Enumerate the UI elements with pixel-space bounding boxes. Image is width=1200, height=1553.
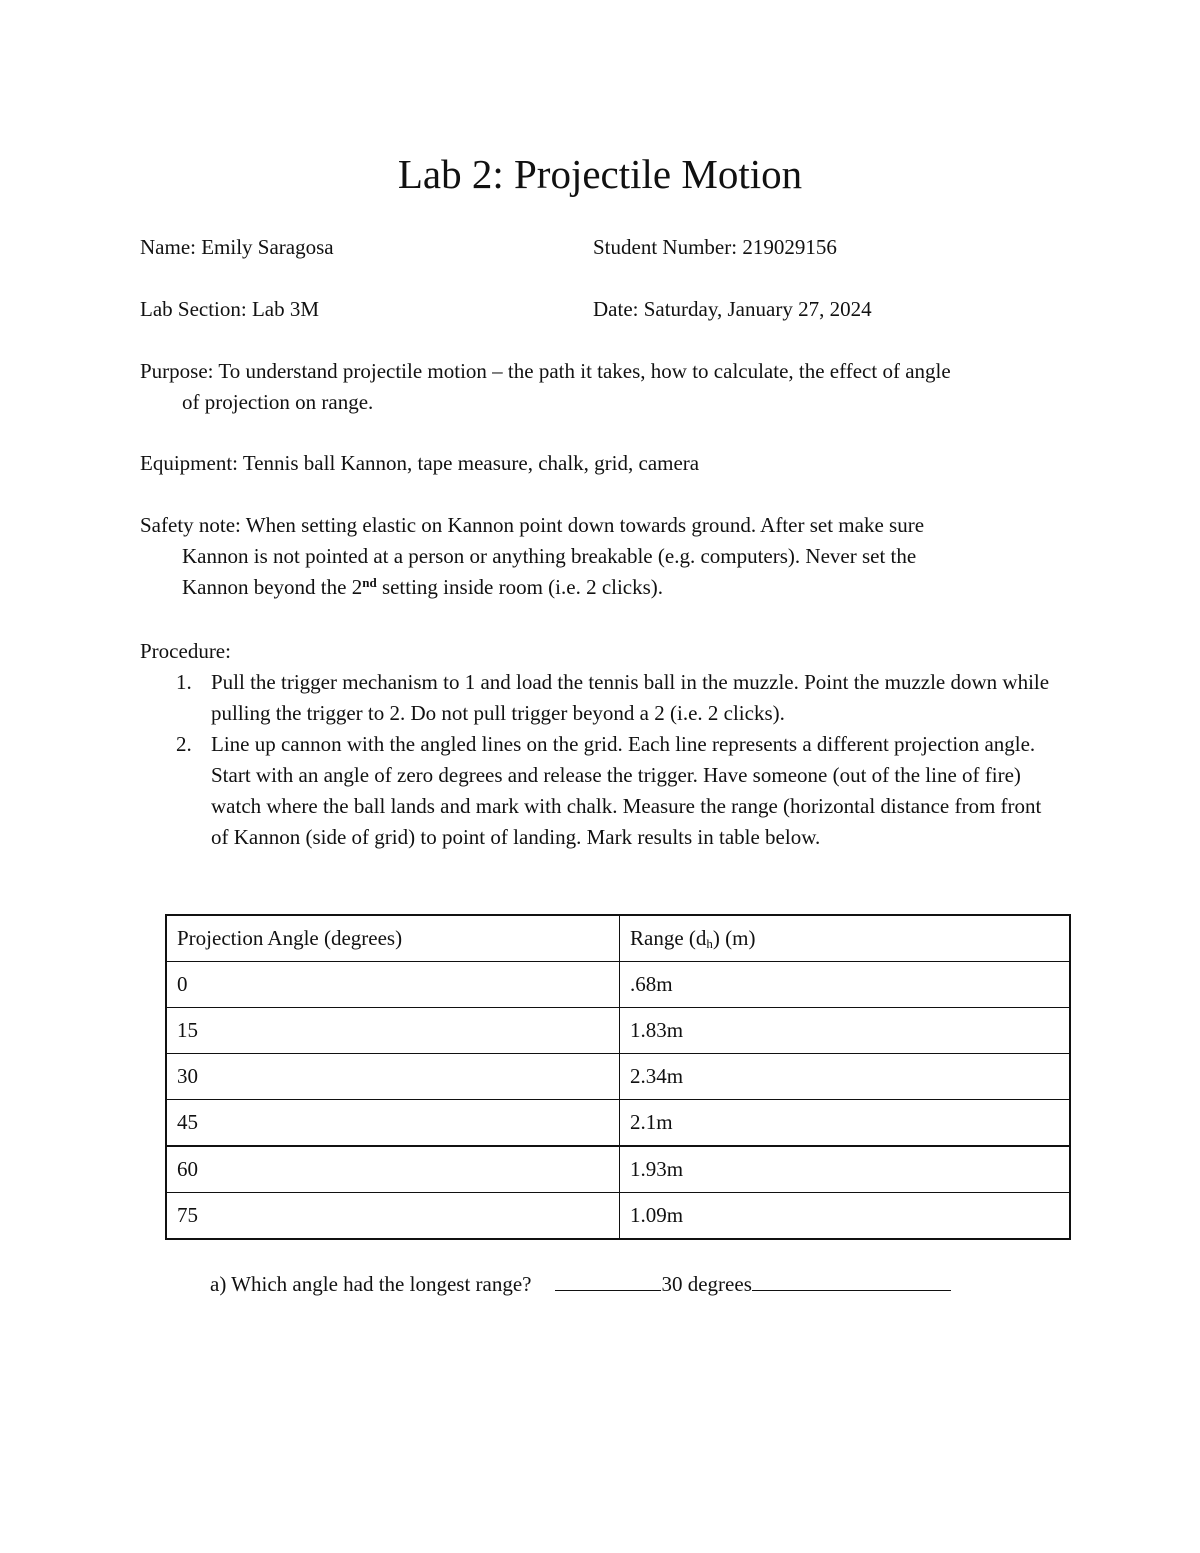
student-number: Student Number: 219029156 <box>593 235 837 259</box>
table-row <box>166 1008 1070 1054</box>
safety-line-3-pre: Kannon beyond the 2 <box>182 575 363 599</box>
page-title: Lab 2: Projectile Motion <box>397 151 803 197</box>
step-number: 2. <box>176 732 192 756</box>
range-header-pre: Range (d <box>630 926 707 950</box>
cell-angle: 60 <box>166 1146 620 1193</box>
safety-line-1: Safety note: When setting elastic on Kannon point down towards ground. After set make sure <box>140 513 925 537</box>
ordinal-suffix: nd <box>362 575 377 590</box>
lab-date: Date: Saturday, January 27, 2024 <box>593 297 872 321</box>
column-header-range <box>620 915 1071 962</box>
cell-range: 2.1m <box>620 1100 1071 1147</box>
student-name: Name: Emily Saragosa <box>140 235 334 259</box>
table-row <box>166 1146 1070 1193</box>
range-header-post: ) (m) <box>712 926 756 950</box>
answer-blank-trailing <box>752 1268 951 1291</box>
range-header-subscript: h <box>706 936 713 951</box>
table-row <box>166 962 1070 1008</box>
safety-line-3-post: setting inside room (i.e. 2 clicks). <box>376 575 664 599</box>
cell-angle: 30 <box>166 1054 620 1100</box>
lab-section: Lab Section: Lab 3M <box>140 297 320 321</box>
cell-range: 1.09m <box>620 1193 1071 1240</box>
step-text: Pull the trigger mechanism to 1 and load the tennis ball in the muzzle. Point the muzzle down while pulling the trigger to 2. Do not pull trigger beyond a 2 (i.e. 2 clicks). <box>211 670 1050 725</box>
step-text: Line up cannon with the angled lines on the grid. Each line represents a different projection angle. Start with an angle of zero degrees and release the trigger. Have someone (out of the line of fire) watch where the ball lands and mark with chalk. Measure the range (horizontal distance from front of Kannon (side of grid) to point of landing. Mark results in table below. <box>211 732 1042 849</box>
cell-angle: 75 <box>166 1193 620 1240</box>
safety-line-3 <box>140 572 1070 603</box>
procedure-step <box>140 667 1060 729</box>
cell-range: 1.93m <box>620 1146 1071 1193</box>
procedure-step <box>140 729 1060 853</box>
question-a-answer: 30 degrees <box>661 1272 752 1296</box>
cell-range: 1.83m <box>620 1008 1071 1054</box>
purpose-line-2: of projection on range. <box>182 390 374 414</box>
answer-blank-leading <box>555 1268 661 1291</box>
safety-paragraph <box>140 510 1070 603</box>
results-table <box>165 914 1071 1240</box>
cell-angle: 0 <box>166 962 620 1008</box>
cell-range: .68m <box>620 962 1071 1008</box>
purpose-paragraph <box>140 356 1070 418</box>
procedure-heading: Procedure: <box>140 639 231 663</box>
cell-angle: 15 <box>166 1008 620 1054</box>
step-number: 1. <box>176 670 192 694</box>
question-a-prompt: a) Which angle had the longest range? <box>210 1272 532 1296</box>
safety-line-2: Kannon is not pointed at a person or anything breakable (e.g. computers). Never set the <box>182 544 917 568</box>
column-header-angle: Projection Angle (degrees) <box>166 915 620 962</box>
table-row <box>166 1193 1070 1240</box>
procedure-steps <box>140 667 1060 853</box>
question-a <box>210 1268 951 1300</box>
table-header-row <box>166 915 1070 962</box>
cell-angle: 45 <box>166 1100 620 1147</box>
purpose-line-1: Purpose: To understand projectile motion – the path it takes, how to calculate, the effect of angle <box>140 359 951 383</box>
table-row <box>166 1054 1070 1100</box>
cell-range: 2.34m <box>620 1054 1071 1100</box>
equipment-line: Equipment: Tennis ball Kannon, tape measure, chalk, grid, camera <box>140 451 700 475</box>
table-row <box>166 1100 1070 1147</box>
